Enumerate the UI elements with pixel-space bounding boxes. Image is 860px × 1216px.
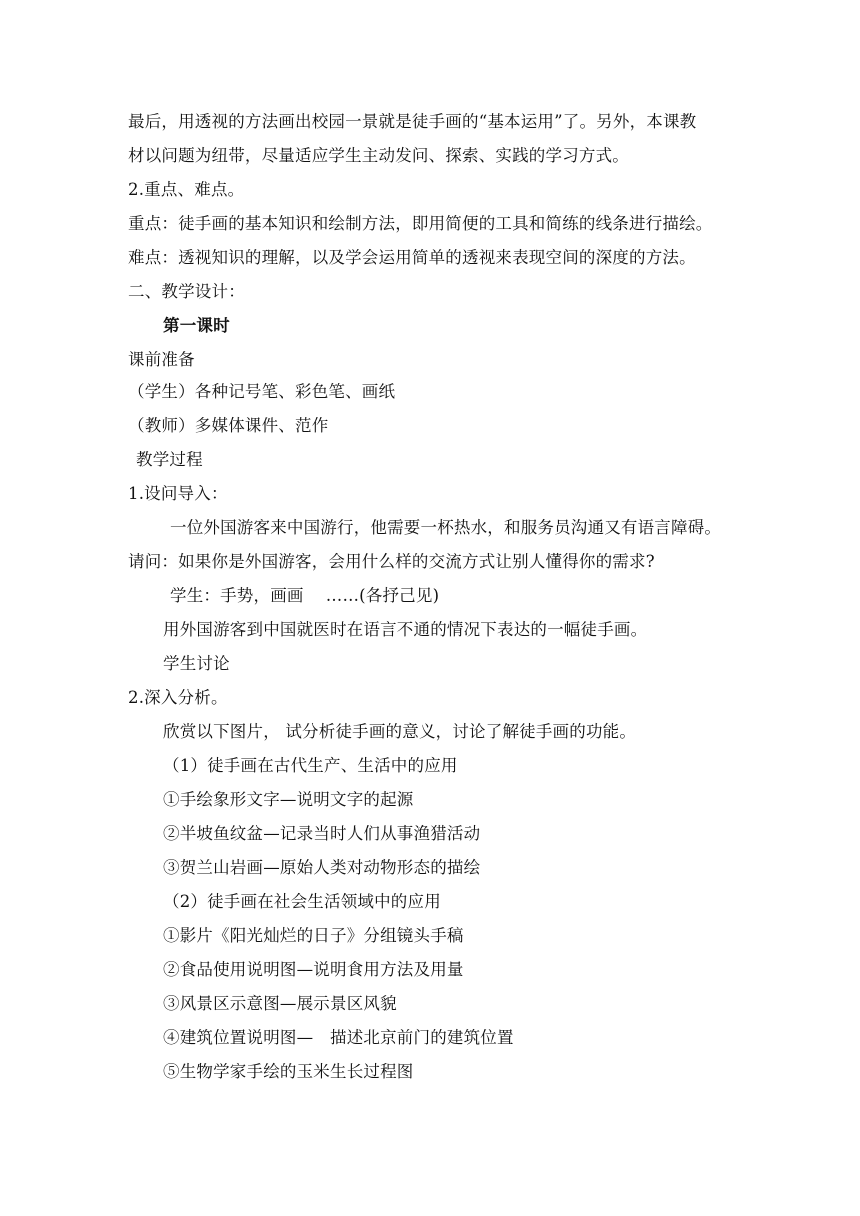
paragraph-line: 一位外国游客来中国游行，他需要一杯热水，和服务员沟通又有语言障碍。 [170,518,722,537]
list-item: ②半坡鱼纹盆—记录当时人们从事渔猎活动 [163,824,481,843]
subheading: 课前准备 [128,350,195,369]
list-item: ①影片《阳光灿烂的日子》分组镜头手稿 [163,926,464,945]
paragraph-line: 学生：手势，画画 ……(各抒己见) [170,586,440,605]
subsection-heading: （1）徒手画在古代生产、生活中的应用 [163,756,458,775]
list-item: ③贺兰山岩画—原始人类对动物形态的描绘 [163,858,481,877]
section-heading: 2.深入分析。 [128,688,228,707]
paragraph-line: 重点：徒手画的基本知识和绘制方法，即用简便的工具和简练的线条进行描绘。 [128,214,713,233]
list-item: ②食品使用说明图—说明食用方法及用量 [163,960,464,979]
paragraph-line: 学生讨论 [163,654,230,673]
paragraph-line: 用外国游客到中国就医时在语言不通的情况下表达的一幅徒手画。 [163,620,648,639]
section-heading: 2.重点、难点。 [128,180,245,199]
paragraph-line: 请问：如果你是外国游客，会用什么样的交流方式让别人懂得你的需求? [128,552,655,571]
section-heading: 二、教学设计： [128,282,245,301]
paragraph-line: 难点：透视知识的理解，以及学会运用简单的透视来表现空间的深度的方法。 [128,248,696,267]
list-item: ⑤生物学家手绘的玉米生长过程图 [163,1062,414,1081]
lesson-title: 第一课时 [163,316,230,335]
list-item: ④建筑位置说明图— 描述北京前门的建筑位置 [163,1028,514,1047]
list-item: （教师）多媒体课件、范作 [128,416,329,435]
list-item: ①手绘象形文字—说明文字的起源 [163,790,414,809]
paragraph-line: 材以问题为纽带，尽量适应学生主动发问、探索、实践的学习方式。 [128,146,629,165]
list-item: （学生）各种记号笔、彩色笔、画纸 [128,382,396,401]
section-heading: 1.设问导入： [128,484,228,503]
subsection-heading: （2）徒手画在社会生活领域中的应用 [163,892,441,911]
subheading: 教学过程 [136,450,203,469]
paragraph-line: 最后，用透视的方法画出校园一景就是徒手画的“基本运用”了。另外，本课教 [128,112,697,131]
paragraph-line: 欣赏以下图片， 试分析徒手画的意义，讨论了解徒手画的功能。 [163,722,637,741]
list-item: ③风景区示意图—展示景区风貌 [163,994,397,1013]
